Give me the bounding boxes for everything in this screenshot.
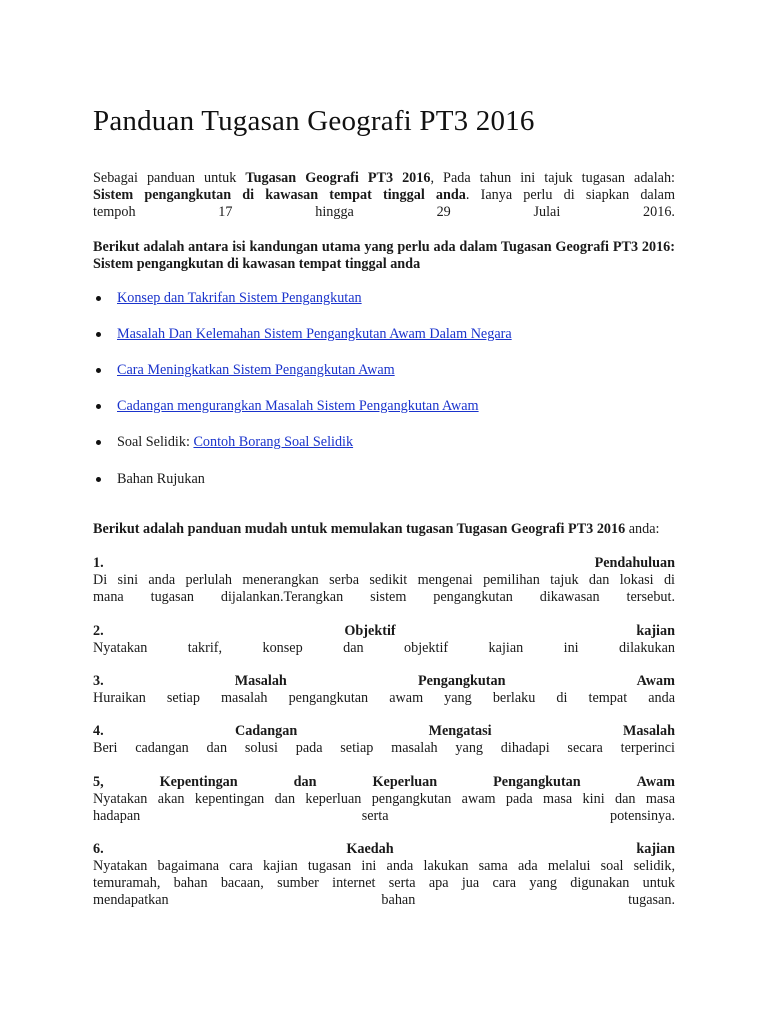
bullet-icon <box>96 477 101 482</box>
bullet-icon <box>96 368 101 373</box>
section-title-word: Mengatasi <box>428 723 492 739</box>
guide-intro <box>93 521 675 538</box>
section-4 <box>93 723 675 757</box>
section-text: mana tugasan dijalankan.Terangkan sistem pengangkutan dikawasan tersebut. <box>93 589 675 605</box>
section-2 <box>93 623 675 657</box>
section-1 <box>93 555 675 606</box>
section-number: 3. <box>93 673 104 689</box>
intro-bold-topic: Sistem pengangkutan di kawasan tempat tinggal anda <box>93 187 466 203</box>
section-text: Nyatakan bagaimana cara kajian tugasan ini anda lakukan sama ada melalui soal selidik, <box>93 858 675 874</box>
intro-line-3 <box>93 204 675 221</box>
section-title-word: Kaedah <box>346 841 394 857</box>
section-title-word: Objektif <box>344 623 396 639</box>
intro-word: 17 <box>218 204 233 220</box>
list-item <box>117 362 395 379</box>
guide-intro-rest: anda: <box>625 521 660 537</box>
intro-text-1: Sebagai panduan untuk <box>93 170 246 186</box>
intro-word: 29 <box>436 204 451 220</box>
intro-text-3: . Ianya perlu di siapkan dalam <box>465 187 675 203</box>
intro-word: Julai <box>533 204 561 220</box>
section-title-word: Pengangkutan <box>493 774 581 790</box>
bullet-icon <box>96 332 101 337</box>
section-text: Nyatakan akan kepentingan dan keperluan pengangkutan awam pada masa kini dan masa <box>93 791 675 807</box>
section-title-word: Awam <box>636 673 675 689</box>
link-cara[interactable]: Cara Meningkatkan Sistem Pengangkutan Awam <box>117 362 395 378</box>
intro-bold-assignment: Tugasan Geografi PT3 2016 <box>245 170 431 186</box>
bullet-icon <box>96 404 101 409</box>
section-number: 2. <box>93 623 104 639</box>
section-number: 4. <box>93 723 104 739</box>
list-item <box>117 326 512 343</box>
section-text: Huraikan setiap masalah pengangkutan awam yang berlaku di tempat anda <box>93 690 675 706</box>
list-item <box>117 398 479 415</box>
list-item <box>117 434 353 451</box>
section-title: Pendahuluan <box>594 555 675 571</box>
section-number: 5, <box>93 774 104 790</box>
section-title-word: kajian <box>636 623 675 639</box>
intro-word: 2016. <box>643 204 675 220</box>
link-borang-soal-selidik[interactable]: Contoh Borang Soal Selidik <box>193 434 354 450</box>
bullet-icon <box>96 440 101 445</box>
intro-line-2 <box>93 187 675 204</box>
section-title-word: Kepentingan <box>159 774 238 790</box>
section-heading <box>93 555 675 572</box>
section-6 <box>93 841 675 909</box>
section-title-word: kajian <box>636 841 675 857</box>
section-heading <box>93 623 675 640</box>
link-masalah[interactable]: Masalah Dan Kelemahan Sistem Pengangkutan Awam Dalam Negara <box>117 326 512 342</box>
link-cadangan[interactable]: Cadangan mengurangkan Masalah Sistem Pengangkutan Awam <box>117 398 479 414</box>
intro-line-1 <box>93 170 675 187</box>
section-number: 1. <box>93 555 104 571</box>
section-heading <box>93 673 675 690</box>
section-heading <box>93 841 675 858</box>
intro-paragraph <box>93 170 675 221</box>
bahan-rujukan-label: Bahan Rujukan <box>117 471 205 487</box>
section-title-word: Keperluan <box>372 774 438 790</box>
list-item <box>117 471 205 488</box>
section-text: Di sini anda perlulah menerangkan serba sedikit mengenai pemilihan tajuk dan lokasi di <box>93 572 675 588</box>
section-text: hadapan serta potensinya. <box>93 808 675 824</box>
section-title-word: dan <box>293 774 317 790</box>
bullet-icon <box>96 296 101 301</box>
section-title-word: Cadangan <box>234 723 298 739</box>
section-text: temuramah, bahan bacaan, sumber internet serta apa jua cara yang digunakan untuk <box>93 875 675 891</box>
intro-text-2: , Pada tahun ini tajuk tugasan adalah: <box>430 170 676 186</box>
section-5 <box>93 774 675 825</box>
intro-word: hingga <box>315 204 354 220</box>
section-title-word: Masalah <box>234 673 287 689</box>
contents-heading: Berikut adalah antara isi kandungan utama yang perlu ada dalam Tugasan Geografi PT3 2016: Sistem pengangkutan di kawasan tempat tinggal anda <box>93 239 675 272</box>
section-title-word: Masalah <box>622 723 675 739</box>
list-item <box>117 290 362 307</box>
section-title-word: Awam <box>636 774 675 790</box>
section-text: mendapatkan bahan tugasan. <box>93 892 675 908</box>
section-title-word: Pengangkutan <box>417 673 506 689</box>
guide-intro-bold: Berikut adalah panduan mudah untuk memulakan tugasan Tugasan Geografi PT3 2016 <box>93 521 626 537</box>
link-konsep[interactable]: Konsep dan Takrifan Sistem Pengangkutan <box>117 290 362 306</box>
section-heading <box>93 723 675 740</box>
page-title: Panduan Tugasan Geografi PT3 2016 <box>93 105 535 137</box>
soal-selidik-label: Soal Selidik: <box>117 434 194 450</box>
section-text: Nyatakan takrif, konsep dan objektif kajian ini dilakukan <box>93 640 675 656</box>
section-heading <box>93 774 675 791</box>
section-3 <box>93 673 675 707</box>
section-text: Beri cadangan dan solusi pada setiap masalah yang dihadapi secara terperinci <box>93 740 675 756</box>
section-number: 6. <box>93 841 104 857</box>
intro-word: tempoh <box>93 204 136 220</box>
